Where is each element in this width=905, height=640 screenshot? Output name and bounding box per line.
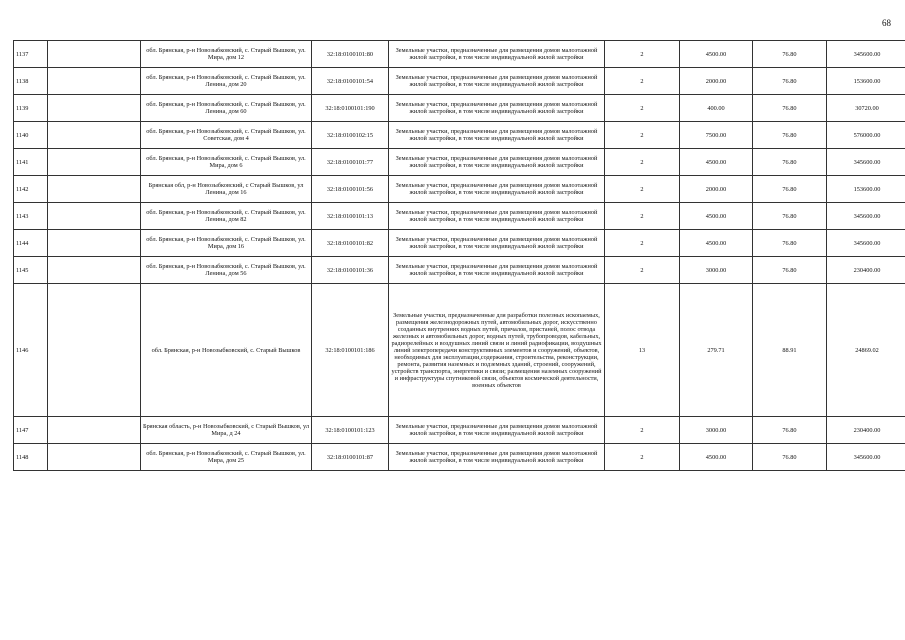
address-cell: обл. Брянская, р-н Новозыбковский, с. Старый Вышков, ул. Ленина, дом 60 xyxy=(141,95,312,122)
rate-cell: 76.80 xyxy=(753,68,827,95)
category-cell: 2 xyxy=(605,122,680,149)
address-cell: обл. Брянская, р-н Новозыбковский, с. Старый Вышков xyxy=(141,284,312,417)
address-cell: обл. Брянская, р-н Новозыбковский, с. Старый Вышков, ул. Мира, дом 16 xyxy=(141,230,312,257)
address-cell: обл. Брянская, р-н Новозыбковский, с. Старый Вышков, ул. Ленина, дом 56 xyxy=(141,257,312,284)
row-number: 1146 xyxy=(14,284,48,417)
table-row xyxy=(14,176,905,203)
cadastral-number-cell: 32:18:0100101:190 xyxy=(312,95,389,122)
row-number: 1142 xyxy=(14,176,48,203)
cadastral-number-cell: 32:18:0100101:82 xyxy=(312,230,389,257)
address-cell: обл. Брянская, р-н Новозыбковский, с. Старый Вышков, ул. Ленина, дом 20 xyxy=(141,68,312,95)
blank-cell xyxy=(48,257,141,284)
row-number: 1143 xyxy=(14,203,48,230)
cadastral-number-cell: 32:18:0100101:54 xyxy=(312,68,389,95)
address-cell: обл. Брянская, р-н Новозыбковский, с. Старый Вышков, ул. Мира, дом 6 xyxy=(141,149,312,176)
cadastral-number-cell: 32:18:0100102:15 xyxy=(312,122,389,149)
category-cell: 2 xyxy=(605,417,680,444)
area-cell: 400.00 xyxy=(680,95,753,122)
land-use-cell: Земельные участки, предназначенные для размещения домов малоэтажной жилой застройки, в том числе индивидуальной жилой застройки xyxy=(389,257,605,284)
row-number: 1145 xyxy=(14,257,48,284)
land-use-cell: Земельные участки, предназначенные для размещения домов малоэтажной жилой застройки, в том числе индивидуальной жилой застройки xyxy=(389,122,605,149)
blank-cell xyxy=(48,230,141,257)
rate-cell: 76.80 xyxy=(753,41,827,68)
blank-cell xyxy=(48,68,141,95)
cadastral-value-cell: 345600.00 xyxy=(827,41,905,68)
cadastral-number-cell: 32:18:0100101:56 xyxy=(312,176,389,203)
blank-cell xyxy=(48,176,141,203)
rate-cell: 76.80 xyxy=(753,95,827,122)
table-row xyxy=(14,122,905,149)
land-use-cell: Земельные участки, предназначенные для размещения домов малоэтажной жилой застройки, в том числе индивидуальной жилой застройки xyxy=(389,203,605,230)
cadastral-number-cell: 32:18:0100101:36 xyxy=(312,257,389,284)
area-cell: 7500.00 xyxy=(680,122,753,149)
area-cell: 4500.00 xyxy=(680,41,753,68)
table-row xyxy=(14,41,905,68)
cadastral-number-cell: 32:18:0100101:123 xyxy=(312,417,389,444)
rate-cell: 76.80 xyxy=(753,122,827,149)
cadastral-value-cell: 345600.00 xyxy=(827,203,905,230)
category-cell: 2 xyxy=(605,68,680,95)
category-cell: 2 xyxy=(605,176,680,203)
rate-cell: 76.80 xyxy=(753,149,827,176)
cadastral-number-cell: 32:18:0100101:80 xyxy=(312,41,389,68)
cadastral-value-cell: 345600.00 xyxy=(827,230,905,257)
land-use-cell: Земельные участки, предназначенные для размещения домов малоэтажной жилой застройки, в том числе индивидуальной жилой застройки xyxy=(389,444,605,471)
land-use-cell: Земельные участки, предназначенные для размещения домов малоэтажной жилой застройки, в том числе индивидуальной жилой застройки xyxy=(389,41,605,68)
address-cell: обл. Брянская, р-н Новозыбковский, с. Старый Вышков, ул. Мира, дом 25 xyxy=(141,444,312,471)
area-cell: 4500.00 xyxy=(680,203,753,230)
rate-cell: 76.80 xyxy=(753,417,827,444)
land-use-cell: Земельные участки, предназначенные для разработки полезных ископаемых, размещения железнодорожных путей, автомобильных дорог, искусственно созданных внутренних водных путей, причалов, пристаней, полос отвода железных и автомобильных дорог, водных путей, трубопроводов, кабельных, радиорелейных и воздушных линий связи и линий радиофикации, воздушных линий электропередачи конструктивных элементов и сооружений, объектов, необходимых для эксплуатации,содержания, строительства, реконструкции, ремонта, развития наземных и подземных зданий, строений, сооружений, устройств транспорта, энергетики и связи; размещения наземных сооружений и инфраструктуры спутниковой связи, объектов космической деятельности, военных объектов xyxy=(389,284,605,417)
cadastral-value-cell: 153600.00 xyxy=(827,68,905,95)
area-cell: 4500.00 xyxy=(680,149,753,176)
address-cell: обл. Брянская, р-н Новозыбковский, с. Старый Вышков, ул. Мира, дом 12 xyxy=(141,41,312,68)
table-row xyxy=(14,257,905,284)
cadastral-value-cell: 345600.00 xyxy=(827,149,905,176)
blank-cell xyxy=(48,417,141,444)
cadastral-value-cell: 576000.00 xyxy=(827,122,905,149)
area-cell: 3000.00 xyxy=(680,257,753,284)
category-cell: 2 xyxy=(605,257,680,284)
table-row xyxy=(14,203,905,230)
blank-cell xyxy=(48,122,141,149)
cadastral-value-cell: 30720.00 xyxy=(827,95,905,122)
category-cell: 2 xyxy=(605,444,680,471)
rate-cell: 76.80 xyxy=(753,230,827,257)
row-number: 1144 xyxy=(14,230,48,257)
blank-cell xyxy=(48,95,141,122)
table-row xyxy=(14,417,905,444)
cadastral-value-cell: 230400.00 xyxy=(827,417,905,444)
land-use-cell: Земельные участки, предназначенные для размещения домов малоэтажной жилой застройки, в том числе индивидуальной жилой застройки xyxy=(389,68,605,95)
cadastral-number-cell: 32:18:0100101:13 xyxy=(312,203,389,230)
land-parcel-table xyxy=(13,40,905,471)
category-cell: 2 xyxy=(605,149,680,176)
blank-cell xyxy=(48,41,141,68)
area-cell: 4500.00 xyxy=(680,230,753,257)
table-row xyxy=(14,68,905,95)
rate-cell: 76.80 xyxy=(753,257,827,284)
blank-cell xyxy=(48,149,141,176)
blank-cell xyxy=(48,444,141,471)
cadastral-number-cell: 32:18:0100101:186 xyxy=(312,284,389,417)
category-cell: 2 xyxy=(605,230,680,257)
row-number: 1148 xyxy=(14,444,48,471)
cadastral-value-cell: 345600.00 xyxy=(827,444,905,471)
rate-cell: 88.91 xyxy=(753,284,827,417)
land-use-cell: Земельные участки, предназначенные для размещения домов малоэтажной жилой застройки, в том числе индивидуальной жилой застройки xyxy=(389,149,605,176)
land-use-cell: Земельные участки, предназначенные для размещения домов малоэтажной жилой застройки, в том числе индивидуальной жилой застройки xyxy=(389,95,605,122)
row-number: 1137 xyxy=(14,41,48,68)
rate-cell: 76.80 xyxy=(753,203,827,230)
address-cell: обл. Брянская, р-н Новозыбковский, с. Старый Вышков, ул. Советская, дом 4 xyxy=(141,122,312,149)
page-number: 68 xyxy=(882,18,891,28)
area-cell: 3000.00 xyxy=(680,417,753,444)
blank-cell xyxy=(48,203,141,230)
cadastral-value-cell: 230400.00 xyxy=(827,257,905,284)
row-number: 1138 xyxy=(14,68,48,95)
cadastral-value-cell: 153600.00 xyxy=(827,176,905,203)
land-use-cell: Земельные участки, предназначенные для размещения домов малоэтажной жилой застройки, в том числе индивидуальной жилой застройки xyxy=(389,230,605,257)
category-cell: 2 xyxy=(605,41,680,68)
rate-cell: 76.80 xyxy=(753,444,827,471)
area-cell: 279.71 xyxy=(680,284,753,417)
area-cell: 2000.00 xyxy=(680,68,753,95)
row-number: 1140 xyxy=(14,122,48,149)
rate-cell: 76.80 xyxy=(753,176,827,203)
table-row xyxy=(14,95,905,122)
category-cell: 2 xyxy=(605,95,680,122)
table-row xyxy=(14,284,905,417)
area-cell: 4500.00 xyxy=(680,444,753,471)
area-cell: 2000.00 xyxy=(680,176,753,203)
row-number: 1147 xyxy=(14,417,48,444)
cadastral-number-cell: 32:18:0100101:87 xyxy=(312,444,389,471)
address-cell: Брянская область, р-н Новозыбковский, с Старый Вышков, ул Мира, д 24 xyxy=(141,417,312,444)
table-row xyxy=(14,444,905,471)
address-cell: Брянская обл, р-н Новозыбковский, с Старый Вышков, ул Ленина, дом 16 xyxy=(141,176,312,203)
table-row xyxy=(14,230,905,257)
row-number: 1141 xyxy=(14,149,48,176)
land-use-cell: Земельные участки, предназначенные для размещения домов малоэтажной жилой застройки, в том числе индивидуальной жилой застройки xyxy=(389,176,605,203)
category-cell: 13 xyxy=(605,284,680,417)
blank-cell xyxy=(48,284,141,417)
address-cell: обл. Брянская, р-н Новозыбковский, с. Старый Вышков, ул. Ленина, дом 82 xyxy=(141,203,312,230)
land-use-cell: Земельные участки, предназначенные для размещения домов малоэтажной жилой застройки, в том числе индивидуальной жилой застройки xyxy=(389,417,605,444)
cadastral-value-cell: 24869.02 xyxy=(827,284,905,417)
table-row xyxy=(14,149,905,176)
cadastral-number-cell: 32:18:0100101:77 xyxy=(312,149,389,176)
category-cell: 2 xyxy=(605,203,680,230)
row-number: 1139 xyxy=(14,95,48,122)
